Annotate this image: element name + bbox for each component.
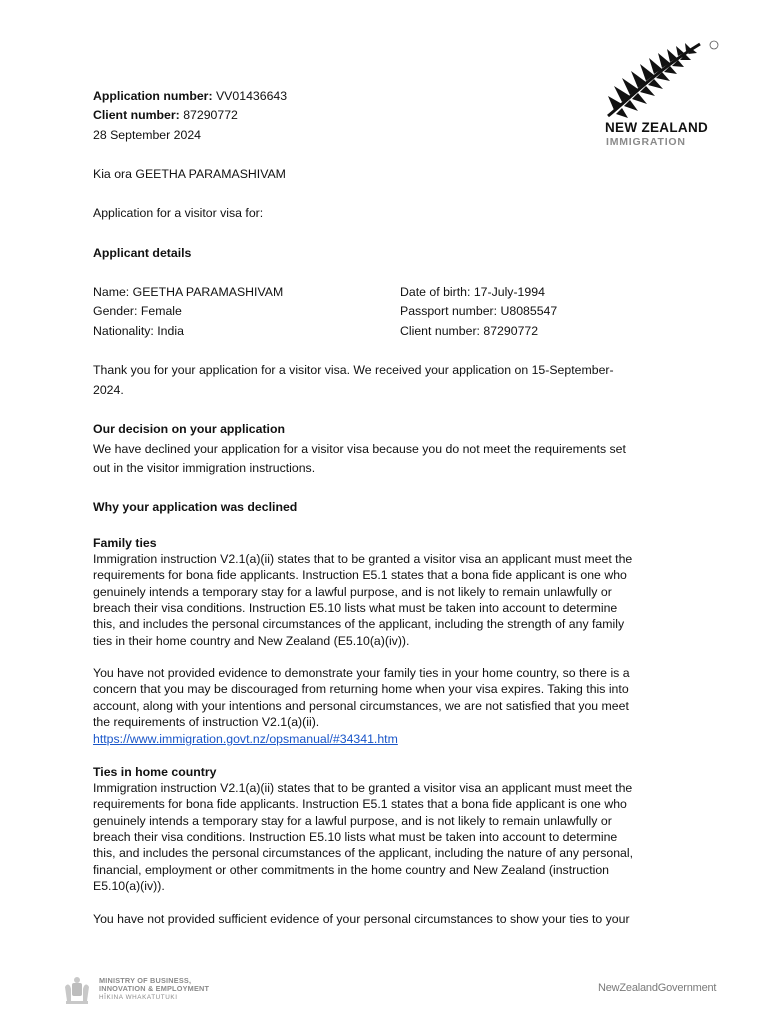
home-p1-line: breach their visa conditions. Instruction E5.10 lists what must be taken into account to determine (93, 830, 618, 844)
coat-of-arms-icon (62, 975, 92, 1005)
decision-heading: Our decision on your application (93, 422, 285, 436)
thanks-line-1: Thank you for your application for a visitor visa. We received your application on 15-September- (93, 363, 614, 377)
greeting: Kia ora GEETHA PARAMASHIVAM (93, 167, 286, 181)
opsmanual-link[interactable]: https://www.immigration.govt.nz/opsmanual/#34341.htm (93, 732, 398, 746)
family-p2-line: account, along with your intentions and personal circumstances, we are not satisfied that you meet (93, 699, 629, 713)
family-p2-line: concern that you may be discouraged from returning home when your visa expires. Taking this into (93, 682, 629, 696)
applicant-nationality: Nationality: India (93, 324, 184, 338)
family-p1-line: requirements for bona fide applicants. Instruction E5.1 states that a bona fide applicant is one who (93, 568, 627, 582)
home-p1-line: E5.10(a)(iv)). (93, 879, 165, 893)
client-number (93, 107, 238, 123)
silver-fern-logo-icon (600, 38, 722, 120)
application-number-value: VV01436643 (215, 89, 288, 103)
mbie-footer (99, 977, 209, 1002)
logo-title: NEW ZEALAND (605, 120, 709, 135)
home-p1-line: genuinely intends a temporary stay for a lawful purpose, and is not likely to remain unlawfully or (93, 814, 612, 828)
letter-date: 28 September 2024 (93, 128, 202, 142)
mbie-line-3: HĪKINA WHAKATUTUKI (99, 993, 178, 1001)
family-p1-line: breach their visa conditions. Instruction E5.10 lists what must be taken into account to determine (93, 601, 618, 615)
application-number (93, 88, 287, 104)
home-p1-line: requirements for bona fide applicants. Instruction E5.1 states that a bona fide applicant is one who (93, 797, 627, 811)
mbie-line-2: INNOVATION & EMPLOYMENT (99, 984, 210, 994)
applicant-dob: Date of birth: 17-July-1994 (400, 285, 545, 299)
home-p1-line: financial, employment or other commitments in the home country and New Zealand (instruction (93, 863, 610, 877)
home-ties-heading: Ties in home country (93, 765, 217, 779)
applicant-client-number: Client number: 87290772 (400, 324, 539, 338)
intro-text: Application for a visitor visa for: (93, 206, 264, 220)
applicant-gender: Gender: Female (93, 304, 182, 318)
family-p2-line: the requirements of instruction V2.1(a)(ii). (93, 715, 320, 729)
logo-subtitle: IMMIGRATION (606, 136, 686, 148)
application-number-label: Application number: (93, 89, 213, 103)
family-p1-line: this, and includes the personal circumstances of the applicant, including the strength of any family (93, 617, 625, 631)
decision-line-1: We have declined your application for a visitor visa because you do not meet the requirements set (93, 442, 626, 456)
applicant-details-heading: Applicant details (93, 246, 192, 260)
family-p2-line: You have not provided evidence to demonstrate your family ties in your home country, so there is a (93, 666, 630, 680)
trademark-icon (709, 40, 719, 50)
home-p1-line: Immigration instruction V2.1(a)(ii) states that to be granted a visitor visa an applicant must meet the (93, 781, 633, 795)
thanks-line-2: 2024. (93, 383, 124, 397)
nz-government-logo: NewZealandGovernment (598, 982, 717, 994)
family-p1-line: Immigration instruction V2.1(a)(ii) states that to be granted a visitor visa an applicant must meet the (93, 552, 633, 566)
mbie-line-1: MINISTRY OF BUSINESS, (99, 976, 192, 985)
home-p1-line: this, and includes the personal circumstances of the applicant, including the nature of any personal, (93, 846, 634, 860)
family-p1-line: genuinely intends a temporary stay for a lawful purpose, and is not likely to remain unlawfully or (93, 585, 612, 599)
why-declined-heading: Why your application was declined (93, 500, 298, 514)
home-p2-line: You have not provided sufficient evidence of your personal circumstances to show your ties to your (93, 912, 630, 926)
client-number-label: Client number: (93, 108, 180, 122)
family-ties-heading: Family ties (93, 536, 157, 550)
applicant-name: Name: GEETHA PARAMASHIVAM (93, 285, 284, 299)
decision-line-2: out in the visitor immigration instructions. (93, 461, 316, 475)
client-number-value: 87290772 (183, 108, 238, 122)
family-p1-line: ties in their home country and New Zealand (E5.10(a)(iv)). (93, 634, 410, 648)
applicant-passport: Passport number: U8085547 (400, 304, 558, 318)
